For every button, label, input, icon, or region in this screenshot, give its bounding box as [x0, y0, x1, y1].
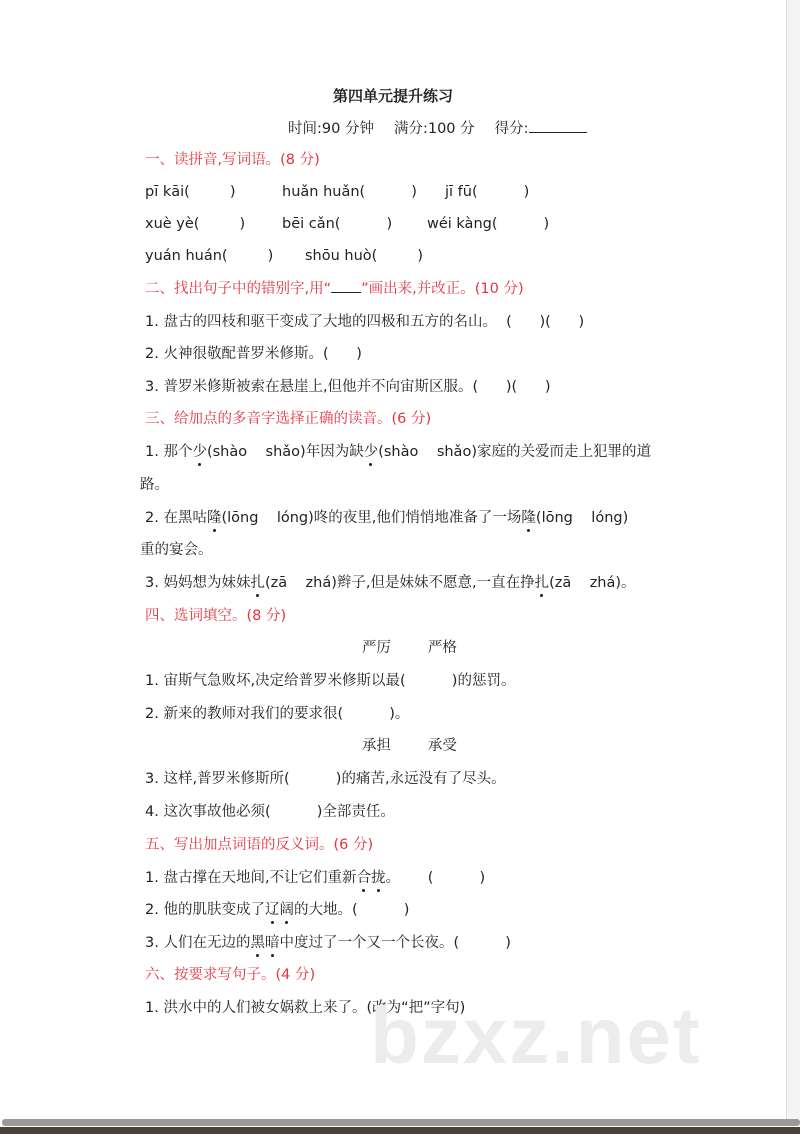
- section-5-heading: 五、写出加点词语的反义词。(6 分): [145, 837, 374, 853]
- watermark: bzxz.net: [370, 991, 702, 1080]
- question: 3. 普罗米修斯被索在悬崖上,但他并不向宙斯区服。( )( ): [145, 379, 551, 395]
- pinyin-item: [282, 214, 392, 234]
- text: 3. 人们在无边的: [145, 935, 251, 951]
- pinyin-text: bēi cǎn(: [282, 216, 341, 232]
- question: 3. 这样,普罗米修斯所( )的痛苦,永远没有了尽头。: [145, 771, 506, 787]
- horizontal-scrollbar[interactable]: [2, 1119, 800, 1126]
- heading-part: 二、找出句子中的错别字,用“: [145, 281, 332, 297]
- text: (shào shǎo)年因为缺: [206, 444, 364, 460]
- dotted-char: 隆: [521, 510, 536, 526]
- text: 的大地。( ): [293, 902, 410, 918]
- dotted-char: 隆: [206, 510, 222, 526]
- question: [145, 933, 511, 953]
- question: [145, 442, 651, 462]
- page-title: 第四单元提升练习: [332, 87, 453, 105]
- section-2-heading: [145, 279, 524, 299]
- paren: ): [267, 248, 274, 264]
- dotted-char: 合: [356, 870, 372, 886]
- pinyin-item: [445, 182, 529, 202]
- text: (zā zhá)。: [549, 575, 636, 591]
- question: [145, 573, 636, 593]
- dotted-char: 扎: [534, 575, 550, 591]
- pinyin-item: [427, 214, 549, 234]
- page-edge: [786, 0, 800, 1120]
- text: (lōng lóng): [535, 510, 629, 526]
- dotted-char: 辽: [264, 902, 280, 918]
- pinyin-item: yuán huán(: [145, 248, 228, 264]
- background-strip: [0, 1127, 800, 1134]
- section-1-heading: 一、读拼音,写词语。(8 分): [145, 152, 320, 168]
- text: (shào shǎo)家庭的关爱而走上犯罪的道: [378, 444, 651, 460]
- paren: ): [386, 216, 393, 232]
- underline-mark: [331, 280, 361, 293]
- text: 1. 盘古撑在天地间,不让它们重新: [145, 870, 357, 886]
- section-4-heading: 四、选词填空。(8 分): [145, 608, 287, 624]
- pinyin-item: xuè yè(: [145, 216, 200, 232]
- pinyin-row: [145, 182, 530, 202]
- pinyin-item: pī kāi(: [145, 184, 190, 200]
- time-limit: 时间:90 分钟: [288, 121, 374, 137]
- question: [145, 508, 628, 528]
- question: 1. 宙斯气急败坏,决定给普罗米修斯以最( )的惩罚。: [145, 673, 516, 689]
- text: 2. 他的肌肤变成了: [145, 902, 265, 918]
- question: 1. 盘古的四枝和驱干变成了大地的四极和五方的名山。 ( )( ): [145, 314, 585, 330]
- paren: ): [229, 184, 236, 200]
- pinyin-row: [145, 246, 423, 266]
- dotted-char: 少: [363, 444, 379, 460]
- text: 中度过了一个又一个长夜。( ): [279, 935, 511, 951]
- paren: ): [411, 184, 417, 200]
- question-cont: 重的宴会。: [140, 542, 213, 558]
- text: 。 ( ): [385, 870, 486, 886]
- dotted-char: 暗: [264, 935, 280, 951]
- text: 2. 在黑咕: [145, 510, 207, 526]
- full-score: 满分:100 分: [393, 121, 475, 137]
- pinyin-text: huǎn huǎn(: [282, 184, 366, 200]
- heading-part: ”画出来,并改正。(10 分): [361, 281, 524, 297]
- paren: ): [543, 216, 550, 232]
- question: [145, 900, 409, 920]
- pinyin-text: wéi kàng(: [427, 216, 498, 232]
- dotted-char: 扎: [250, 575, 265, 591]
- question: [145, 868, 485, 888]
- text: 3. 妈妈想为妹妹: [145, 575, 251, 591]
- dotted-char: 拢: [371, 870, 386, 886]
- dotted-char: 阔: [279, 902, 294, 918]
- paren: ): [523, 184, 530, 200]
- score-blank[interactable]: [529, 118, 587, 133]
- text: (lōng lóng)咚的夜里,他们悄悄地准备了一场: [221, 510, 522, 526]
- text: 1. 那个: [145, 444, 193, 460]
- pinyin-row: [145, 214, 550, 234]
- pinyin-text: jī fū(: [445, 184, 478, 200]
- dotted-char: 黑: [250, 935, 265, 951]
- exam-info: [288, 118, 587, 139]
- paren: ): [417, 248, 423, 264]
- word-choices: 严厉 严格: [362, 640, 457, 656]
- section-6-heading: 六、按要求写句子。(4 分): [145, 967, 316, 983]
- pinyin-item: [282, 182, 417, 202]
- section-3-heading: 三、给加点的多音字选择正确的读音。(6 分): [145, 411, 432, 427]
- word-choices: 承担 承受: [362, 738, 457, 754]
- question: 2. 火神很敬配普罗米修斯。( ): [145, 346, 362, 362]
- pinyin-text: shōu huò(: [305, 248, 378, 264]
- question-cont: 路。: [140, 477, 169, 493]
- dotted-char: 少: [192, 444, 207, 460]
- question: 4. 这次事故他必须( )全部责任。: [145, 804, 395, 820]
- paren: ): [239, 216, 246, 232]
- score-label: 得分:: [494, 121, 529, 137]
- question: 2. 新来的教师对我们的要求很( )。: [145, 706, 410, 722]
- pinyin-item: [305, 246, 423, 266]
- text: (zā zhá)辫子,但是妹妹不愿意,一直在挣: [264, 575, 535, 591]
- question: 1. 洪水中的人们被女娲救上来了。(改为“把”字句): [145, 1000, 466, 1016]
